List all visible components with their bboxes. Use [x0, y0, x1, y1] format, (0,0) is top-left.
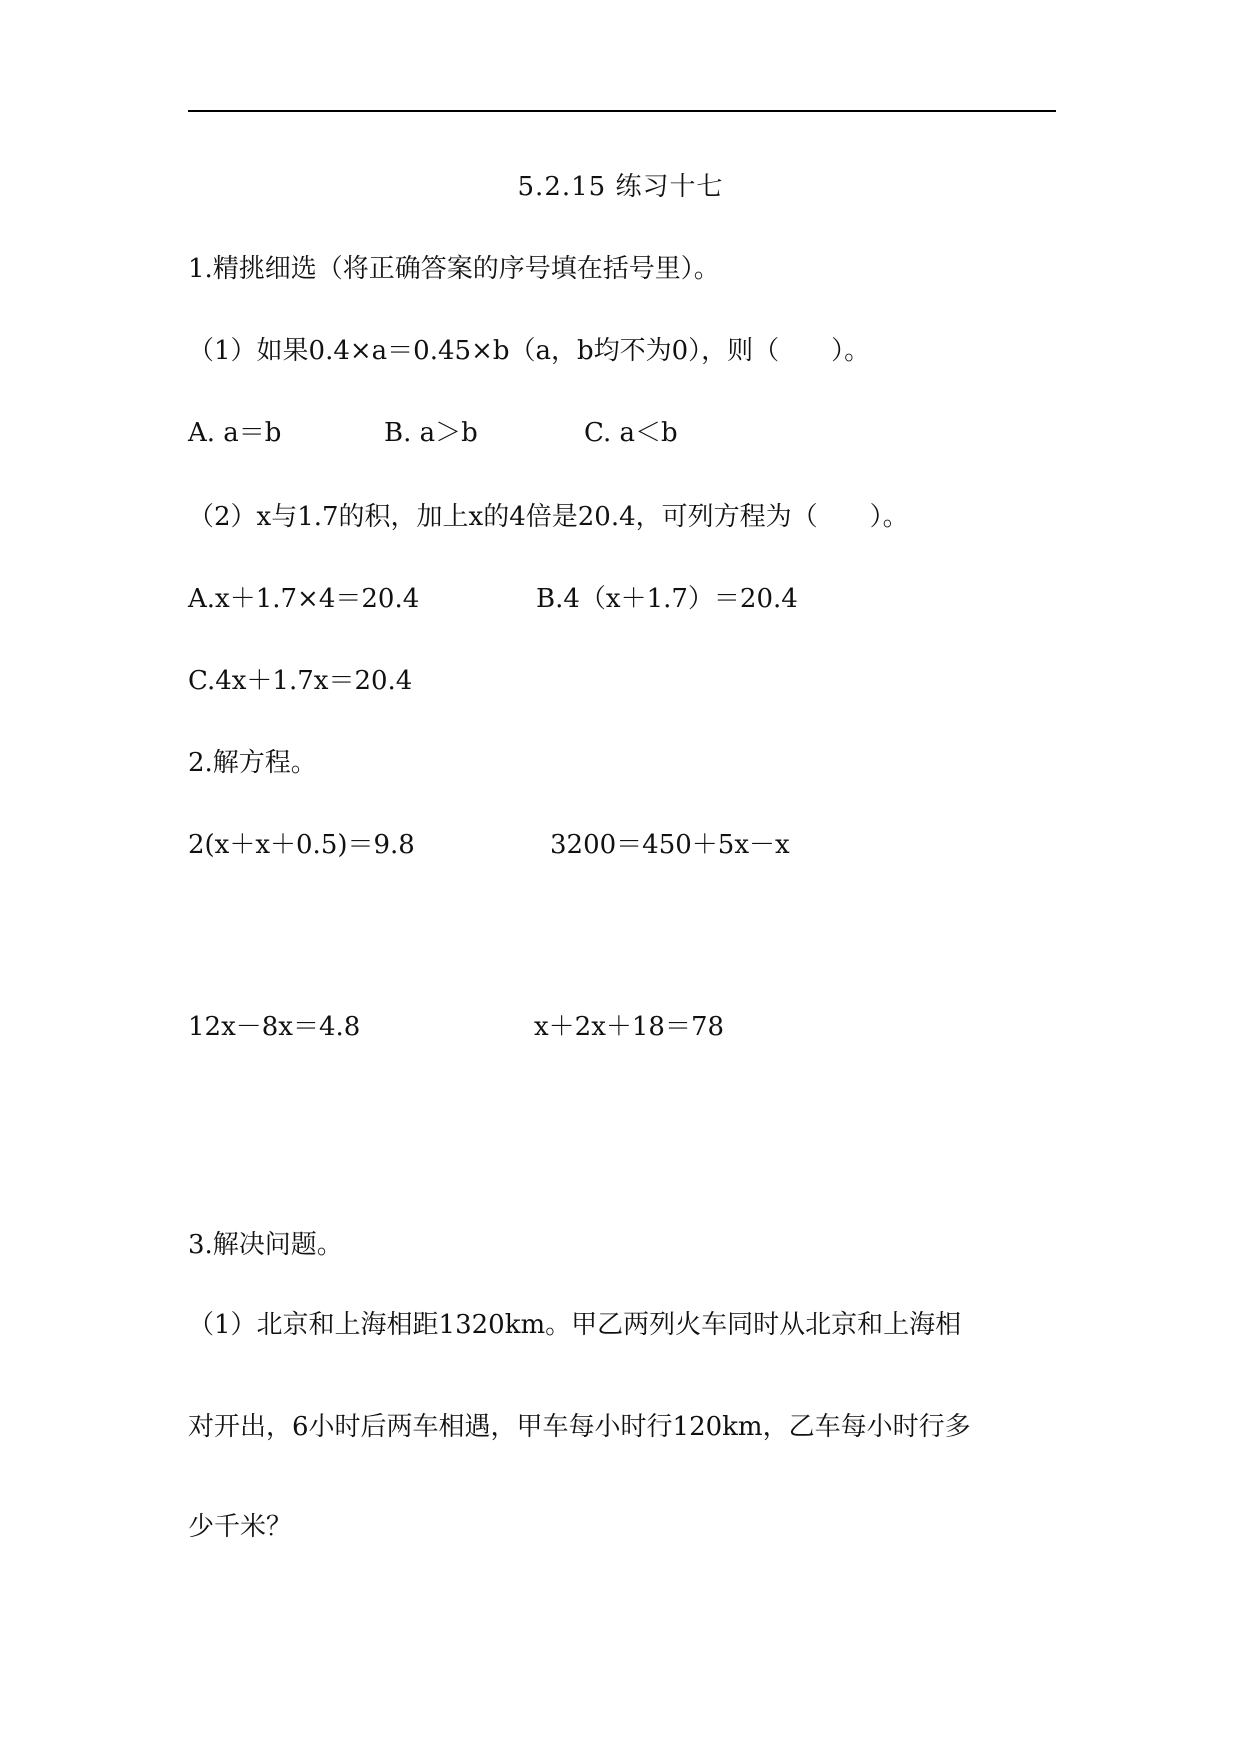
equation-2: 3200＝450＋5x－x [550, 830, 790, 860]
problem-line-3: 少千米？ [188, 1512, 293, 1542]
q2-option-b: B.4（x＋1.7）＝20.4 [536, 584, 798, 614]
equation-1: 2(x＋x＋0.5)＝9.8 [188, 830, 415, 860]
section3-heading: 3.解决问题。 [188, 1230, 343, 1260]
q2-option-a: A.x＋1.7×4＝20.4 [188, 584, 420, 614]
q2-stem: （2）x与1.7的积，加上x的4倍是20.4，可列方程为（ ）。 [188, 502, 909, 532]
section2-heading: 2.解方程。 [188, 748, 317, 778]
header-rule [188, 110, 1056, 112]
q1-option-c: C. a＜b [584, 418, 678, 448]
section1-heading: 1.精挑细选（将正确答案的序号填在括号里）。 [188, 254, 720, 284]
problem-line-2: 对开出，6小时后两车相遇，甲车每小时行120km，乙车每小时行多 [188, 1412, 971, 1442]
q1-option-a: A. a＝b [188, 418, 282, 448]
q1-stem: （1）如果0.4×a＝0.45×b（a，b均不为0），则（ ）。 [188, 336, 871, 366]
equation-3: 12x－8x＝4.8 [188, 1012, 361, 1042]
page-title: 5.2.15 练习十七 [517, 172, 724, 202]
problem-line-1: （1）北京和上海相距1320km。甲乙两列火车同时从北京和上海相 [188, 1310, 962, 1340]
q1-option-b: B. a＞b [384, 418, 478, 448]
equation-4: x＋2x＋18＝78 [534, 1012, 725, 1042]
q2-option-c: C.4x＋1.7x＝20.4 [188, 666, 413, 696]
